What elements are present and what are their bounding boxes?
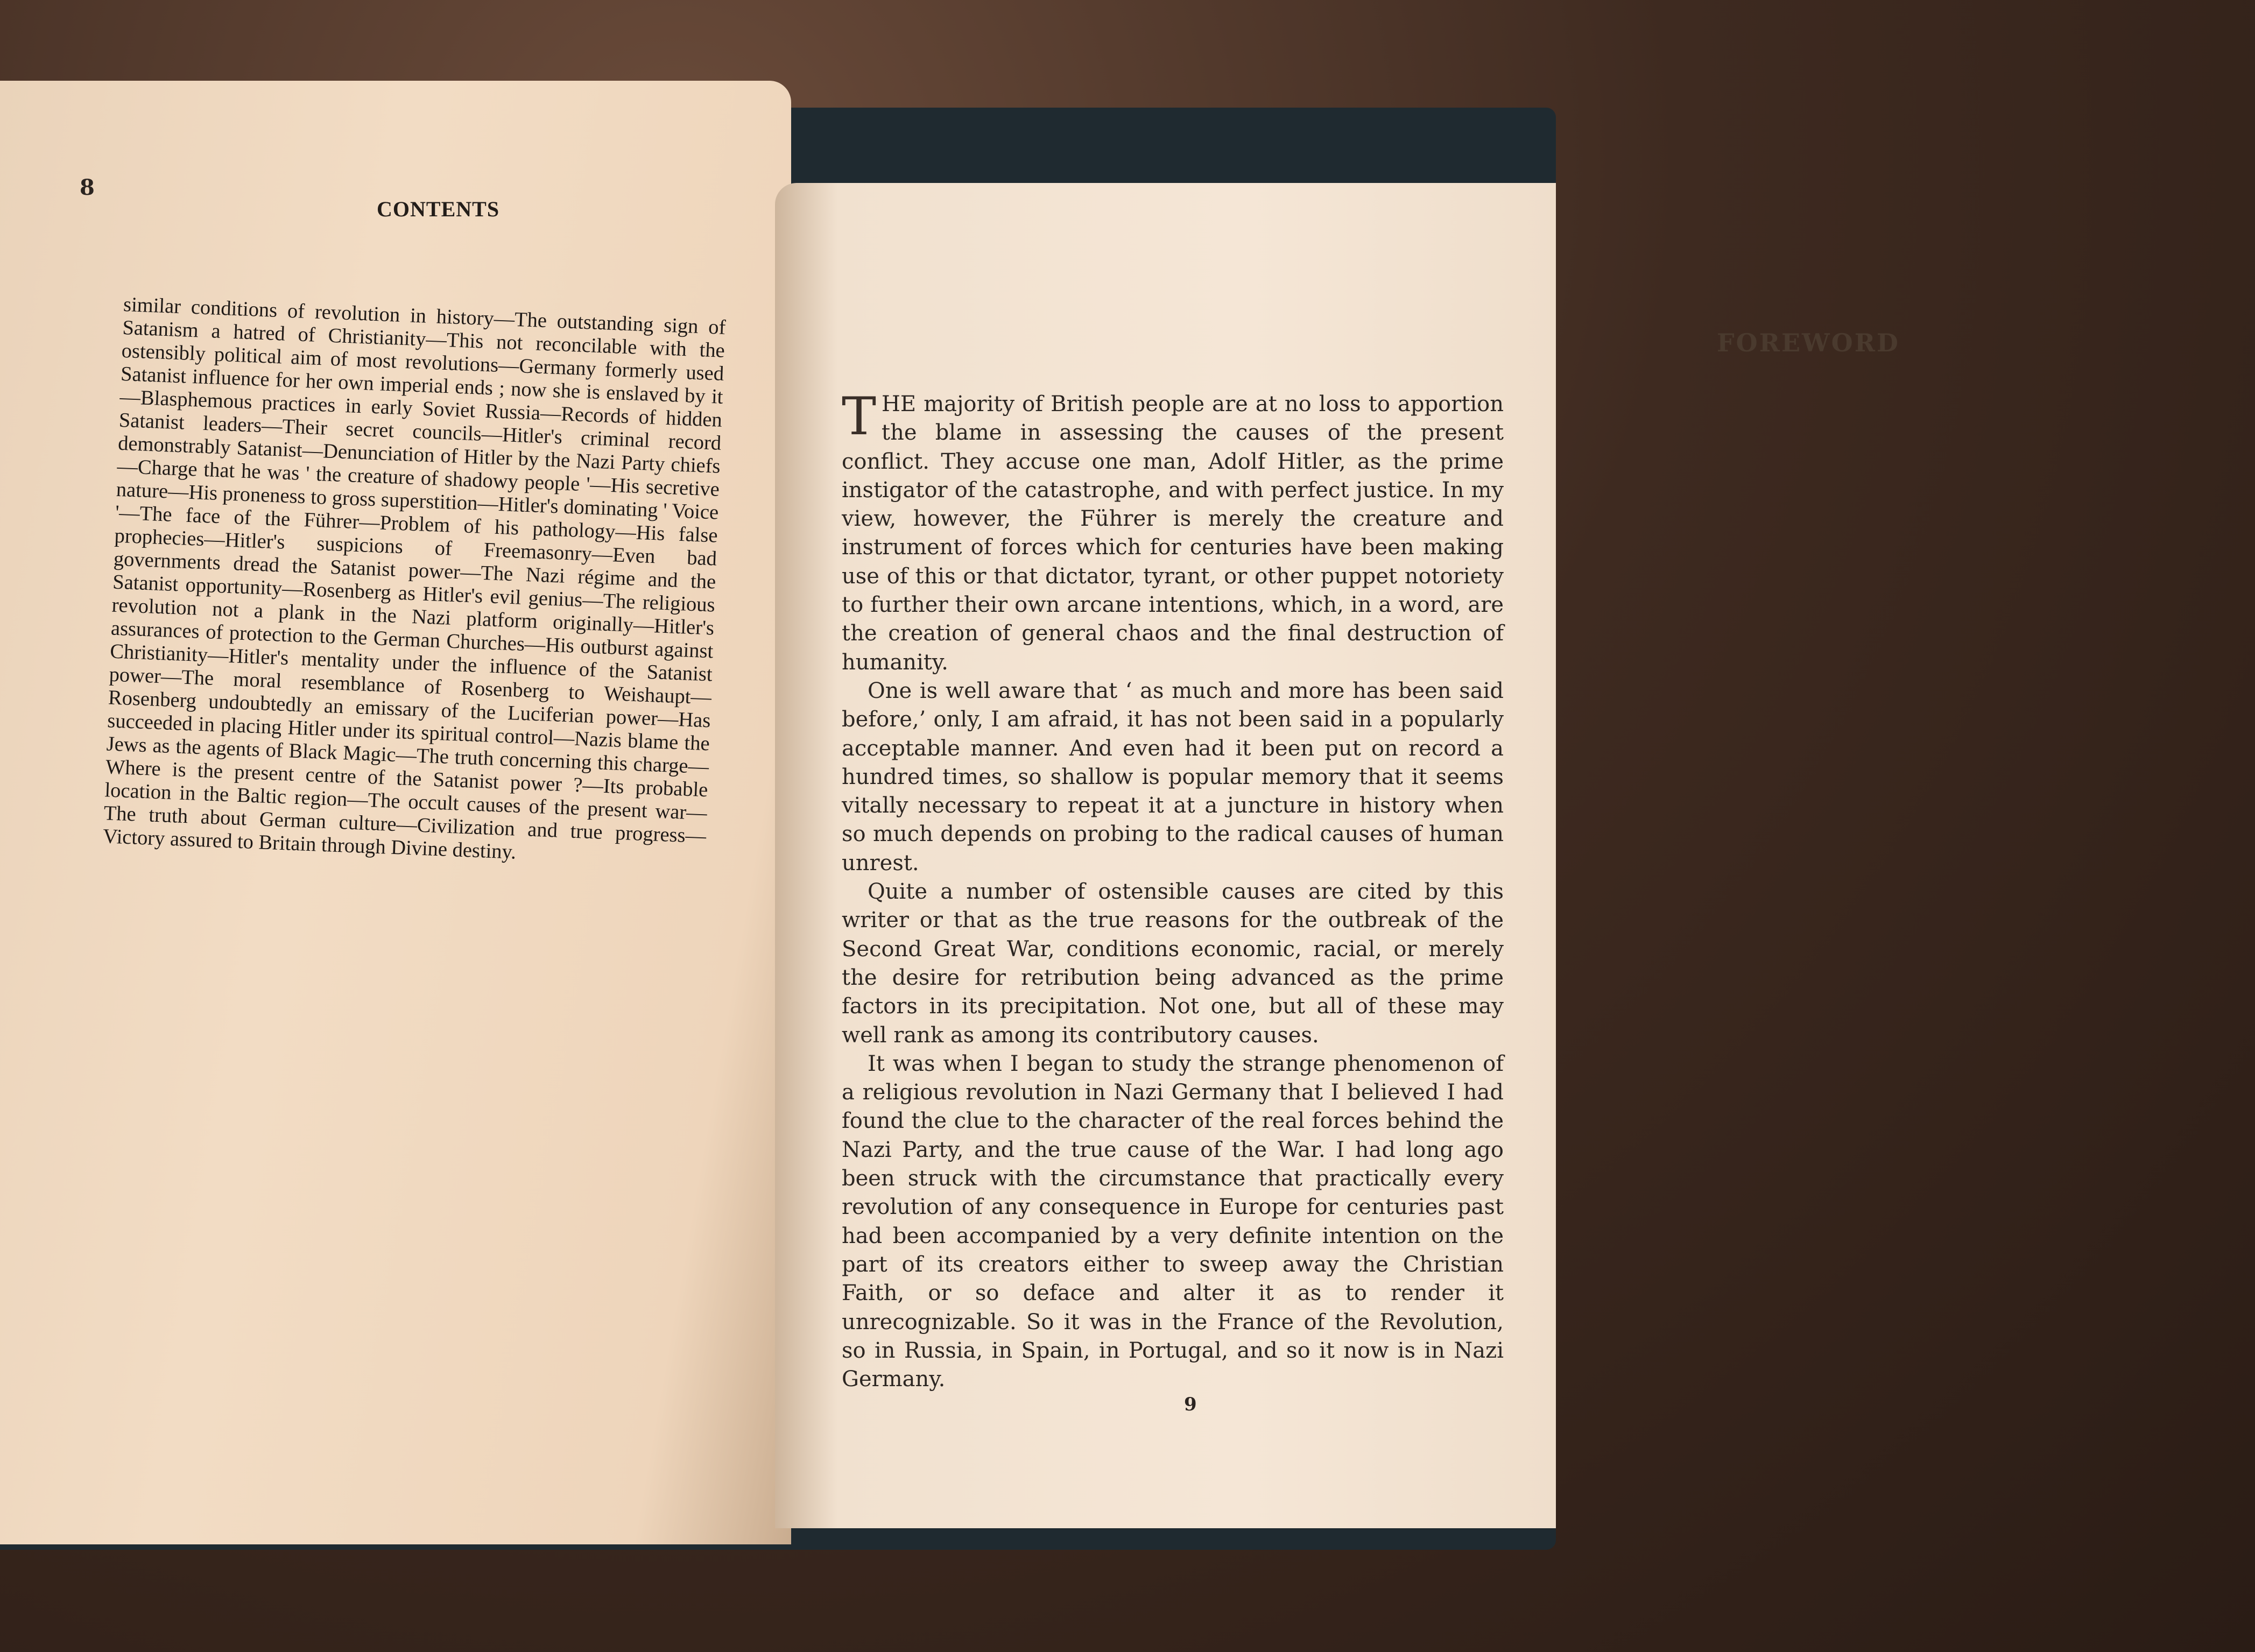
foreword-title: FOREWORD (1717, 328, 1900, 357)
left-page (0, 81, 791, 1544)
drop-cap: T (842, 386, 877, 447)
paragraph: It was when I began to study the strange phenomenon of a religious revolution in Nazi Germany that I believed I had found the clue to the character of the real forces behind the Nazi Party, and the true cause of the War. I had long ago been struck with the circumstance that practically every revolution of any consequence in Europe for centuries past had been accompanied by a very definite intention on the part of its creators either to sweep away the Christian Faith, or so deface and alter it as to render it unrecognizable. So it was in the France of the Revolution, so in Russia, in Spain, in Portugal, and so it now is in Nazi Germany. (842, 1051, 1504, 1392)
right-page (775, 183, 1900, 1528)
paragraph (842, 386, 1504, 677)
page-number: 8 (80, 175, 95, 200)
contents-heading: CONTENTS (377, 197, 500, 221)
paragraph-text: HE majority of British people are at no loss to apportion the blame in assessing the causes of the present conflict. They accuse one man, Adolf Hitler, as the prime instigator of the catastrophe, and with perfect justice. In my view, however, the Führer is merely the creature and instrument of forces which for centuries have been making use of this or that dictator, tyrant, or other puppet notoriety to further their own arcane intentions, which, in a word, are the creation of general chaos and the final destruction of humanity. (842, 392, 1504, 675)
page-number: 9 (1184, 1394, 1197, 1415)
paragraph: One is well aware that ‘ as much and more has been said before,’ only, I am afraid, it has not been said in a popularly acceptable manner. And even had it been put on record a hundred times, so shallow is popular memory that it seems vitally necessary to repeat it at a juncture in history when so much depends on probing to the radical causes of human unrest. (842, 678, 1504, 876)
foreword-body (842, 386, 1504, 1394)
contents-body: similar conditions of revolution in history—The outstanding sign of Satanism a hatred of Christianity—This not reconcilable with the ostensibly political aim of most revolutions—Germany formerly used Satanist influence for her own imperial ends ; now she is enslaved by it—Blasphemous practices in early Soviet Russia—Records of hidden Satanist leaders—Their secret councils—Hitler's criminal record demonstrably Satanist—Denunciation of Hitler by the Nazi Party chiefs—Charge that he was ' the creature of shadowy people '—His secretive nature—His proneness to gross superstition—Hitler's dominating ' Voice '—The face of the Führer—Problem of his pathology—His false prophecies—Hitler's suspicions of Freemasonry—Even bad governments dread the Satanist power—The Nazi régime and the Satanist opportunity—Rosenberg as Hitler's evil genius—The religious revolution not a plank in the Nazi platform originally—Hitler's assurances of protection to the German Churches—His outburst against Christianity—Hitler's mentality under the influence of the Satanist power—The moral resemblance of Rosenberg to Weishaupt—Rosenberg undoubtedly an emissary of the Luciferian power—Has succeeded in placing Hitler under its spiritual control—Nazis blame the Jews as the agents of Black Magic—The truth concerning this charge—Where is the present centre of the Satanist power ?—Its probable location in the Baltic region—The occult causes of the present war—The truth about German culture—Civilization and true progress—Victory assured to Britain through Divine destiny. (102, 293, 727, 864)
paragraph: Quite a number of ostensible causes are cited by this writer or that as the true reasons for the outbreak of the Second Great War, conditions economic, racial, or merely the desire for retribution being advanced as the prime factors in its precipitation. Not one, but all of these may well rank as among its contributory causes. (842, 879, 1504, 1048)
